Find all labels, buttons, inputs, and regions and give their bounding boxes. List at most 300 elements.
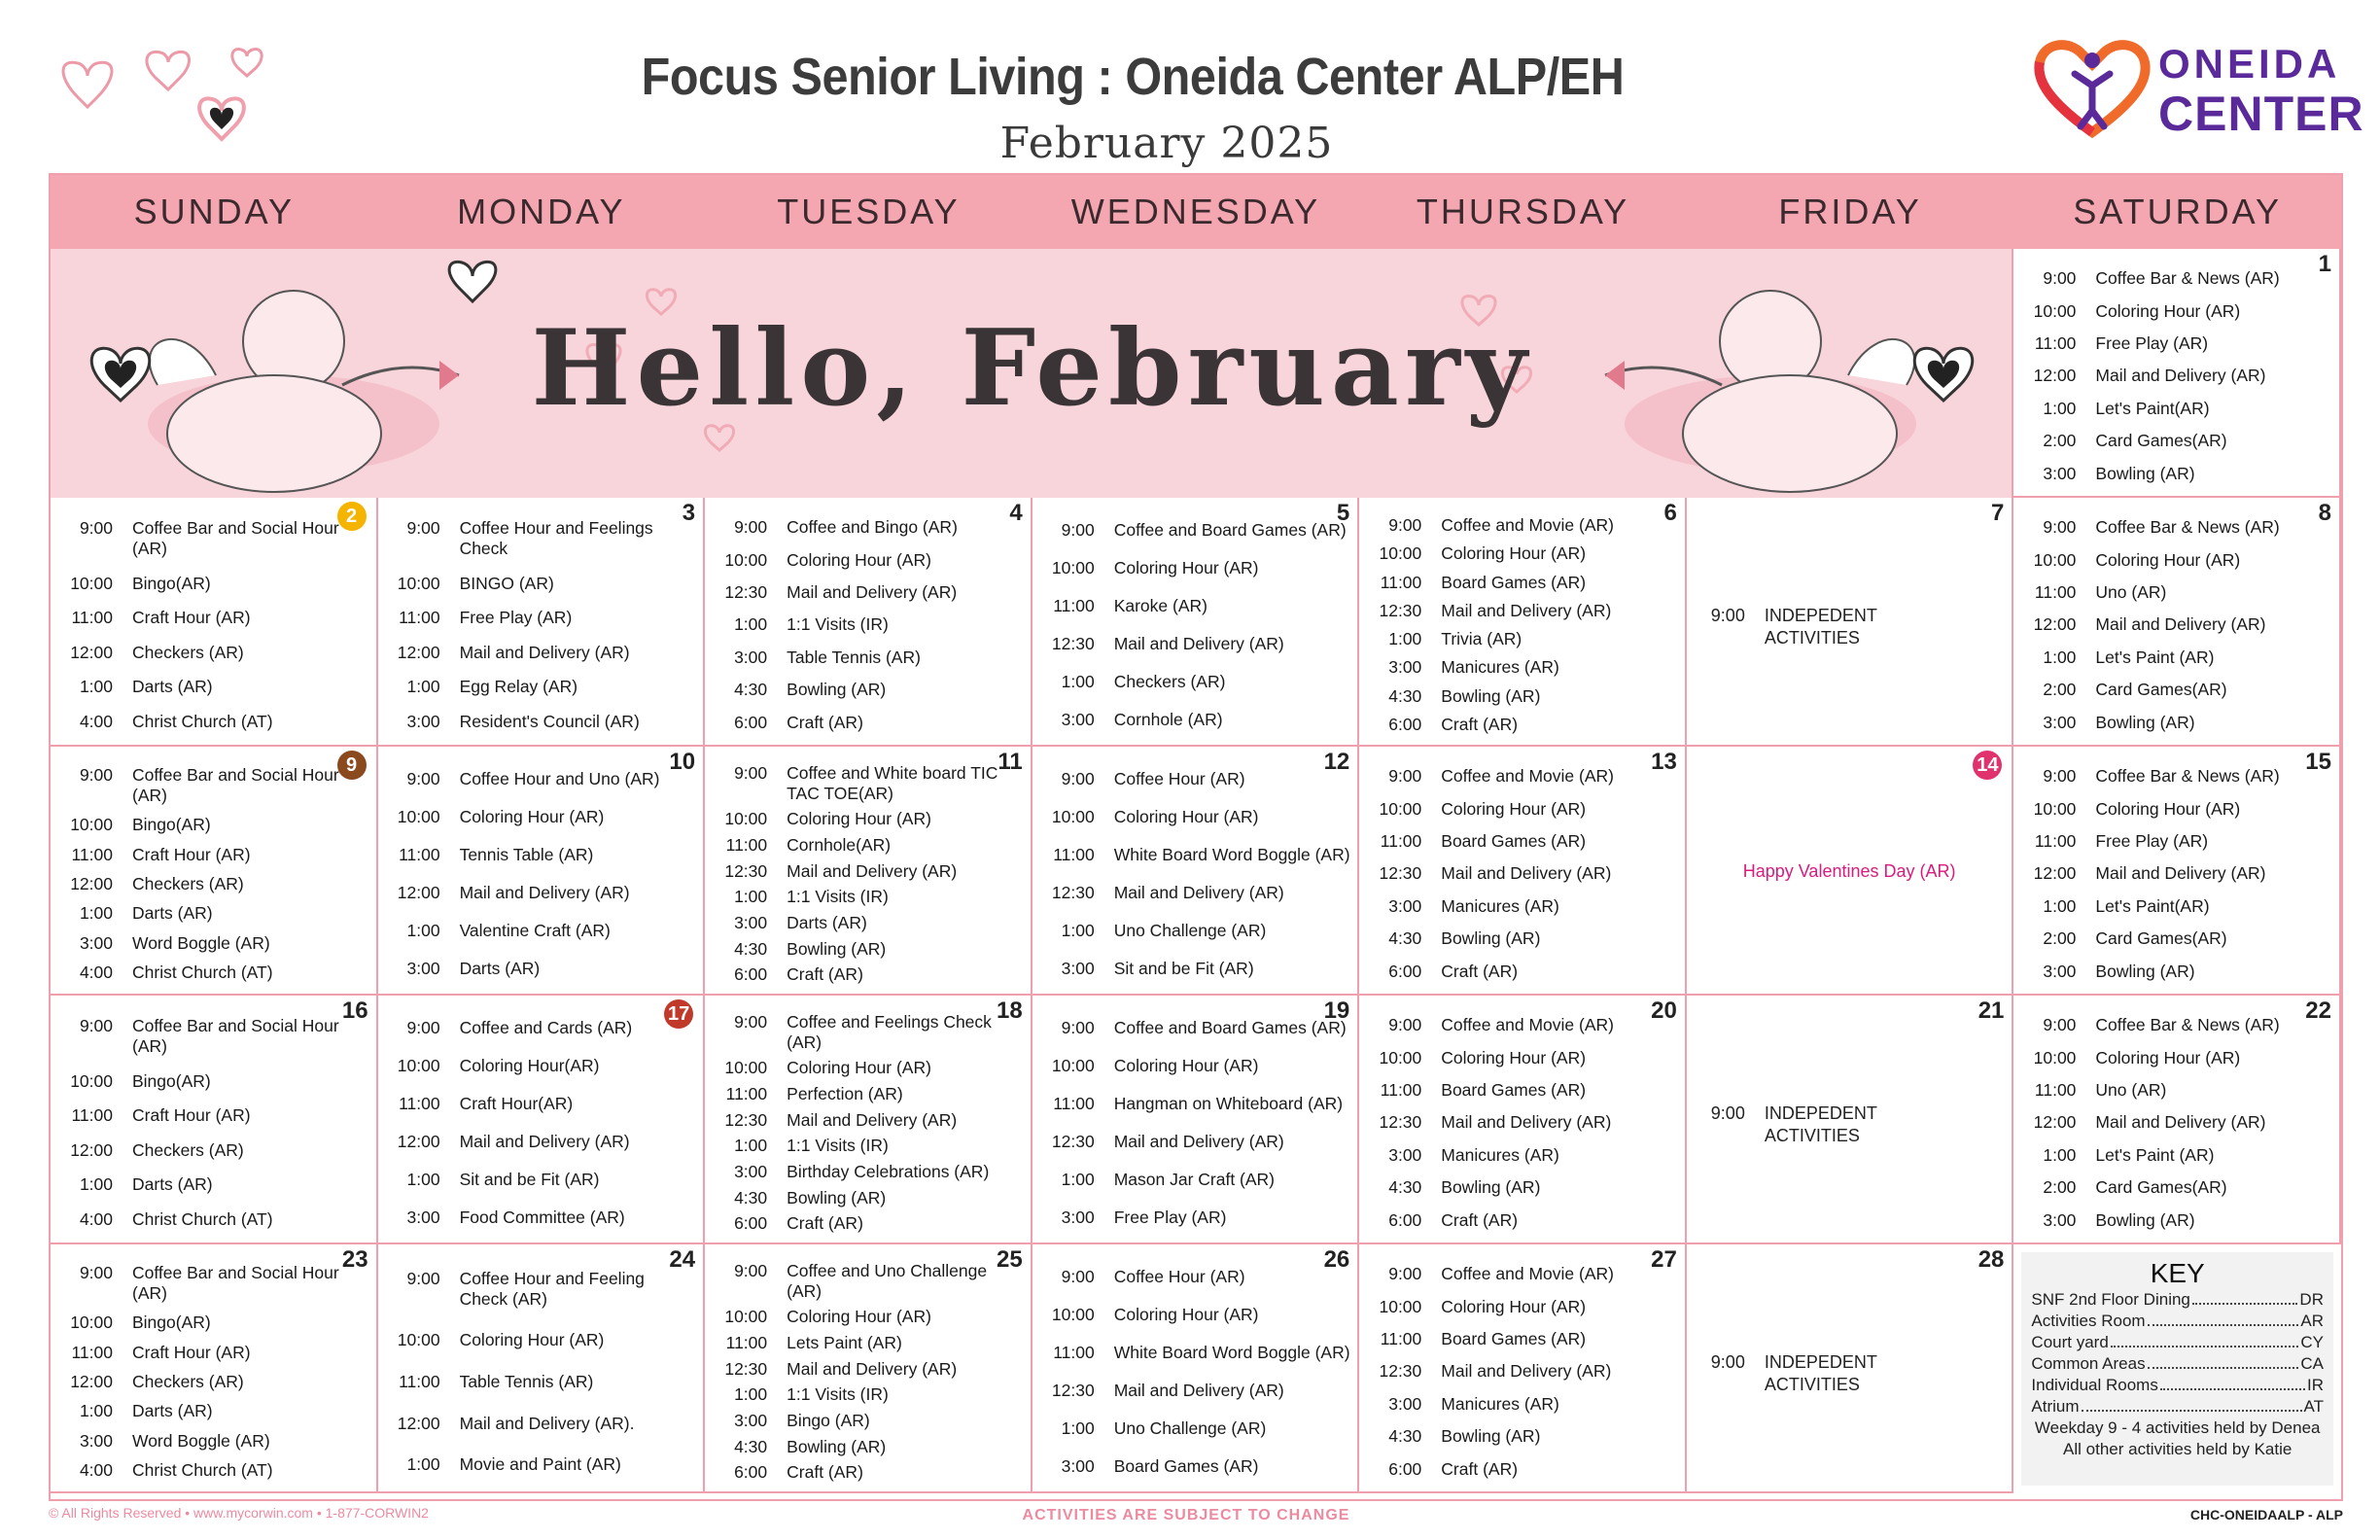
activity-time: 1:00	[734, 1384, 768, 1405]
activity-item	[713, 964, 1025, 985]
activity-time: 10:00	[70, 815, 113, 835]
activity-item	[58, 815, 370, 835]
activity-time: 10:00	[1051, 1305, 1095, 1324]
activity-item	[713, 1261, 1025, 1302]
activity-item	[58, 608, 370, 628]
activity-time: 12:00	[2033, 614, 2077, 635]
day-number: 26	[1323, 1246, 1350, 1273]
activity-time: 11:00	[725, 835, 768, 856]
activity-name: Craft Hour(AR)	[459, 1094, 574, 1113]
activity-name: Coloring Hour (AR)	[787, 809, 931, 829]
key-dots	[2111, 1332, 2299, 1348]
activity-name: Bowling (AR)	[1441, 685, 1541, 706]
activity-time: 3:00	[2043, 961, 2077, 981]
activity-item	[713, 1411, 1025, 1431]
key-code: AR	[2300, 1312, 2324, 1330]
activity-list	[1367, 1258, 1679, 1486]
activity-item	[58, 933, 370, 954]
activity-list	[713, 511, 1025, 739]
activity-item	[1367, 657, 1679, 678]
hearts-decoration-icon	[39, 39, 311, 165]
day-cell-8	[2013, 498, 2341, 747]
activity-item	[2021, 962, 2333, 982]
activity-time: 10:00	[724, 809, 768, 829]
activity-item	[1040, 1056, 1352, 1076]
activity-name: Coffee Bar & News (AR)	[2095, 766, 2280, 787]
activity-name: Coffee and Movie (AR)	[1441, 1015, 1614, 1035]
activity-time: 11:00	[2034, 582, 2077, 603]
activity-name: Sit and be Fit (AR)	[1113, 959, 1254, 978]
activity-item	[713, 1437, 1025, 1457]
activity-item	[2021, 399, 2333, 419]
activity-item	[2021, 301, 2333, 322]
key-item	[2021, 1396, 2333, 1418]
activity-item	[713, 1333, 1025, 1353]
key-panel	[2021, 1252, 2333, 1486]
activity-item	[386, 883, 698, 903]
activity-item	[386, 1454, 698, 1475]
activity-name: INDEPEDENT ACTIVITIES	[1764, 1352, 1877, 1394]
activity-item	[1040, 1381, 1352, 1401]
activity-name: Egg Relay (AR)	[459, 677, 578, 697]
activity-name: 1:1 Visits (IR)	[787, 614, 889, 635]
activity-name: Craft (AR)	[787, 1213, 863, 1234]
activity-item	[2021, 517, 2333, 538]
activity-time: 3:00	[1061, 710, 1095, 729]
activity-item	[713, 1012, 1025, 1053]
activity-name: Coffee and Cards (AR)	[459, 1018, 633, 1037]
activity-time: 2:00	[2043, 680, 2077, 700]
activity-item	[58, 1401, 370, 1421]
activity-time: 12:00	[2033, 1112, 2077, 1133]
independent-activities	[1697, 1102, 1881, 1147]
day-cell-24	[378, 1244, 706, 1493]
key-label: Court yard	[2031, 1333, 2109, 1351]
activity-time: 6:00	[734, 1213, 768, 1234]
activity-item	[386, 643, 698, 663]
activity-list	[2021, 1009, 2333, 1237]
activity-time: 9:00	[1710, 606, 1745, 625]
activity-time: 11:00	[2034, 333, 2077, 354]
activity-item	[386, 1208, 698, 1228]
activity-time: 12:00	[397, 1132, 440, 1151]
activity-time: 9:00	[79, 764, 113, 785]
activity-list	[1367, 1009, 1679, 1237]
activity-name: Board Games (AR)	[1441, 1329, 1587, 1349]
activity-item	[386, 677, 698, 697]
activity-time: 10:00	[397, 1056, 440, 1075]
day-number: 18	[997, 998, 1023, 1024]
activity-name: Cornhole (AR)	[1113, 710, 1223, 729]
activity-time: 4:30	[734, 938, 768, 959]
key-code: DR	[2299, 1290, 2324, 1309]
activity-name: Bowling (AR)	[2095, 961, 2195, 981]
logo-heart-icon	[2032, 35, 2152, 142]
location-key	[2013, 1244, 2341, 1493]
activity-time: 1:00	[79, 677, 113, 697]
activity-time: 1:00	[406, 677, 440, 697]
activity-time: 1:00	[2043, 1144, 2077, 1165]
activity-name: Mail and Delivery (AR)	[459, 883, 630, 902]
activity-time: 11:00	[399, 608, 440, 628]
activity-time: 1:00	[406, 1170, 440, 1189]
activity-item	[1367, 831, 1679, 852]
activity-name: Hangman on Whiteboard (AR)	[1113, 1094, 1344, 1113]
activity-item	[58, 1071, 370, 1092]
key-label: Common Areas	[2031, 1354, 2146, 1373]
activity-time: 12:00	[70, 873, 113, 893]
activity-item	[1040, 1418, 1352, 1439]
activity-name: Coffee and Bingo (AR)	[787, 517, 958, 538]
activity-name: Movie and Paint (AR)	[459, 1454, 621, 1475]
activity-item	[386, 518, 698, 559]
activity-item	[1040, 1170, 1352, 1190]
activity-item	[1367, 629, 1679, 649]
activity-time: 9:00	[79, 1262, 113, 1282]
key-dots	[2082, 1396, 2302, 1412]
activity-time: 11:00	[1380, 1329, 1422, 1349]
activity-item	[386, 712, 698, 732]
activity-name: Coffee Hour and Feelings Check	[459, 518, 653, 559]
activity-item	[713, 913, 1025, 933]
hello-february-banner	[51, 249, 2013, 498]
activity-list	[58, 1009, 370, 1237]
activity-time: 2:00	[2043, 928, 2077, 949]
activity-time: 11:00	[399, 1094, 440, 1113]
activity-list	[713, 760, 1025, 988]
activity-item	[713, 887, 1025, 907]
activity-item	[2021, 831, 2333, 852]
day-cell-26	[1032, 1244, 1360, 1493]
activity-name: Food Committee (AR)	[459, 1208, 625, 1227]
activity-name: Coffee Bar & News (AR)	[2095, 1015, 2280, 1035]
activity-name: Bowling (AR)	[1441, 928, 1541, 949]
activity-item	[386, 769, 698, 789]
day-number: 28	[1978, 1246, 2005, 1273]
activity-item	[386, 959, 698, 979]
activity-name: Coffee Bar and Social Hour (AR)	[132, 1016, 339, 1057]
activity-item	[58, 643, 370, 663]
activity-item	[1040, 921, 1352, 941]
day-number: 22	[2305, 998, 2331, 1024]
activity-time: 3:00	[2043, 1209, 2077, 1230]
activity-item	[2021, 268, 2333, 289]
activity-list	[386, 1009, 698, 1237]
key-dots	[2148, 1353, 2299, 1369]
activity-item	[1367, 1361, 1679, 1382]
weekday-monday: MONDAY	[457, 192, 626, 231]
day-number: 8	[2318, 500, 2331, 526]
activity-time: 9:00	[1710, 1352, 1745, 1372]
activity-name: Mail and Delivery (AR)	[1113, 1132, 1284, 1151]
activity-item	[1040, 1018, 1352, 1038]
activity-item	[713, 1307, 1025, 1327]
activity-item	[1367, 863, 1679, 884]
activity-item	[2021, 1015, 2333, 1035]
activity-name: Mail and Delivery (AR)	[787, 1109, 958, 1130]
activity-time: 10:00	[1051, 558, 1095, 578]
activity-name: Mail and Delivery (AR)	[459, 642, 630, 662]
activity-name: Bowling (AR)	[787, 1187, 887, 1208]
activity-item	[2021, 1112, 2333, 1133]
activity-name: Christ Church (AT)	[132, 1460, 273, 1481]
activity-name: Craft Hour (AR)	[132, 1342, 251, 1362]
activity-item	[2021, 464, 2333, 484]
day-cell-10	[378, 747, 706, 996]
day-cell-11	[705, 747, 1032, 996]
weekday-sunday: SUNDAY	[133, 192, 295, 231]
activity-item	[1040, 769, 1352, 789]
activity-time: 10:00	[70, 573, 113, 593]
calendar-code: CHC-ONEIDAALP - ALP	[2189, 1507, 2343, 1522]
activity-time: 9:00	[734, 517, 768, 538]
activity-item	[1367, 1112, 1679, 1133]
activity-name: Perfection (AR)	[787, 1084, 903, 1104]
activity-item	[1367, 1426, 1679, 1447]
day-cell-19	[1032, 996, 1360, 1244]
activity-name: Bowling (AR)	[1441, 1177, 1541, 1198]
activity-name: Craft (AR)	[1441, 714, 1519, 734]
activity-name: Let's Paint (AR)	[2095, 1144, 2215, 1165]
subject-to-change-notice: ACTIVITIES ARE SUBJECT TO CHANGE	[1022, 1507, 1350, 1523]
activity-name: Mail and Delivery (AR)	[787, 1358, 958, 1379]
activity-name: Bingo(AR)	[132, 573, 211, 593]
activity-item	[58, 677, 370, 697]
activity-time: 1:00	[1061, 672, 1095, 691]
day-cell-18	[705, 996, 1032, 1244]
activity-item	[386, 1372, 698, 1392]
activity-time: 6:00	[1388, 1458, 1422, 1479]
activity-time: 3:00	[1061, 1208, 1095, 1227]
activity-list	[1040, 1258, 1352, 1486]
activity-item	[1367, 515, 1679, 536]
activity-name: Coffee and Uno Challenge (AR)	[787, 1260, 988, 1301]
activity-name: Card Games(AR)	[2095, 1177, 2227, 1198]
activity-time: 4:30	[734, 1187, 768, 1208]
activity-item	[713, 582, 1025, 603]
activity-name: Coloring Hour (AR)	[1441, 1296, 1587, 1316]
activity-item	[2021, 614, 2333, 635]
activity-list	[386, 511, 698, 739]
day-cell-15	[2013, 747, 2341, 996]
activity-name: Manicures (AR)	[1441, 895, 1559, 916]
activity-time: 10:00	[1379, 798, 1422, 819]
activity-name: Word Boggle (AR)	[132, 932, 270, 953]
activity-name: INDEPEDENT ACTIVITIES	[1764, 1103, 1877, 1145]
activity-time: 10:00	[397, 1330, 440, 1350]
day-cell-6	[1359, 498, 1687, 747]
activity-item	[58, 1016, 370, 1057]
activity-name: 1:1 Visits (IR)	[787, 887, 889, 907]
activity-name: Bingo(AR)	[132, 815, 211, 835]
activity-item	[1040, 1343, 1352, 1363]
activity-time: 11:00	[1380, 831, 1422, 852]
activity-name: Coffee Hour and Uno (AR)	[459, 769, 660, 788]
activity-time: 1:00	[734, 614, 768, 635]
activity-item	[2021, 799, 2333, 820]
activity-time: 3:00	[1061, 959, 1095, 978]
activity-item	[1367, 766, 1679, 787]
activity-name: Coloring Hour (AR)	[1113, 558, 1259, 578]
day-cell-27	[1359, 1244, 1687, 1493]
activity-item	[1040, 959, 1352, 979]
activity-time: 9:00	[406, 1018, 440, 1037]
key-code: CA	[2300, 1354, 2324, 1373]
activity-name: Mail and Delivery (AR)	[1441, 1361, 1612, 1382]
activity-time: 12:30	[1051, 1381, 1095, 1400]
activity-name: Craft (AR)	[787, 964, 863, 985]
activity-name: Coffee and Board Games (AR)	[1113, 1018, 1347, 1037]
activity-name: Manicures (AR)	[1441, 1144, 1559, 1165]
activity-item	[1367, 686, 1679, 707]
activity-name: Uno (AR)	[2095, 582, 2167, 603]
activity-time: 3:00	[1388, 1393, 1422, 1414]
activity-name: Bowling (AR)	[787, 680, 887, 700]
activity-time: 4:00	[79, 1460, 113, 1481]
activity-time: 12:00	[2033, 863, 2077, 884]
activity-item	[2021, 431, 2333, 451]
activity-name: Card Games(AR)	[2095, 431, 2227, 451]
activity-list	[713, 1009, 1025, 1237]
activity-time: 10:00	[397, 573, 440, 593]
activity-name: Coloring Hour (AR)	[1113, 1056, 1259, 1075]
activity-name: Coffee and Movie (AR)	[1441, 766, 1614, 787]
activity-item	[58, 1174, 370, 1195]
activity-item	[2021, 333, 2333, 354]
activity-item	[386, 608, 698, 628]
activity-name: Free Play (AR)	[2095, 333, 2209, 354]
activity-time: 11:00	[1053, 1343, 1095, 1362]
activity-time: 6:00	[734, 712, 768, 732]
activity-name: Mail and Delivery (AR)	[2095, 863, 2266, 884]
key-item	[2021, 1289, 2333, 1311]
activity-time: 11:00	[725, 1333, 768, 1353]
activity-name: Coloring Hour (AR)	[2095, 798, 2241, 819]
activity-list	[1040, 760, 1352, 988]
activity-name: Darts (AR)	[132, 677, 213, 697]
activity-name: Coffee Bar and Social Hour (AR)	[132, 518, 339, 559]
independent-activities	[1697, 605, 1881, 649]
activity-item	[713, 680, 1025, 700]
day-cell-28	[1687, 1244, 2014, 1493]
activity-name: Mail and Delivery (AR)	[2095, 1112, 2266, 1133]
activity-time: 12:30	[724, 582, 768, 603]
activity-name: Let's Paint (AR)	[2095, 647, 2215, 667]
key-code: IR	[2306, 1376, 2324, 1394]
activity-name: Karoke (AR)	[1113, 596, 1208, 615]
activity-name: Mason Jar Craft (AR)	[1113, 1170, 1276, 1189]
activity-item	[386, 807, 698, 827]
activity-time: 4:30	[734, 1436, 768, 1456]
activity-item	[2021, 1210, 2333, 1231]
activity-name: Darts (AR)	[132, 1401, 213, 1421]
activity-item	[713, 1136, 1025, 1156]
activity-item	[2021, 1048, 2333, 1068]
day-number: 3	[682, 500, 696, 526]
activity-time: 4:00	[79, 1208, 113, 1229]
activity-item	[713, 1359, 1025, 1380]
activity-name: Birthday Celebrations (AR)	[787, 1161, 990, 1181]
activity-name: Coffee Bar & News (AR)	[2095, 268, 2280, 289]
activity-time: 11:00	[1053, 596, 1095, 615]
activity-item	[386, 1269, 698, 1310]
activity-time: 10:00	[1379, 1047, 1422, 1068]
day-number: 14	[1973, 751, 2002, 780]
activity-item	[713, 1213, 1025, 1234]
activity-name: Mail and Delivery (AR)	[1441, 600, 1612, 620]
activity-time: 11:00	[399, 1371, 440, 1391]
activity-name: Craft (AR)	[787, 1462, 863, 1483]
activity-time: 6:00	[1388, 1209, 1422, 1230]
day-cell-16	[51, 996, 378, 1244]
day-number: 13	[1651, 749, 1677, 775]
activity-item	[2021, 1080, 2333, 1101]
activity-name: Lets Paint (AR)	[787, 1333, 902, 1353]
activity-item	[713, 1188, 1025, 1208]
activity-list	[1367, 511, 1679, 739]
activity-time: 11:00	[2034, 831, 2077, 852]
activity-time: 4:30	[1388, 1177, 1422, 1198]
activity-name: Coffee and Movie (AR)	[1441, 1264, 1614, 1284]
activity-name: Let's Paint(AR)	[2095, 398, 2210, 418]
day-number: 9	[337, 751, 367, 780]
activity-name: Uno Challenge (AR)	[1113, 921, 1267, 940]
activity-item	[713, 1462, 1025, 1483]
day-number: 2	[337, 502, 367, 531]
activity-name: Mail and Delivery (AR)	[787, 860, 958, 881]
activity-item	[713, 1162, 1025, 1182]
activity-item	[1367, 1394, 1679, 1415]
activity-item	[2021, 766, 2333, 787]
activity-item	[2021, 648, 2333, 668]
activity-name: Coloring Hour (AR)	[787, 1058, 931, 1078]
activity-name: Craft (AR)	[1441, 961, 1519, 981]
activity-item	[2021, 582, 2333, 603]
activity-name: White Board Word Boggle (AR)	[1113, 1343, 1350, 1362]
activity-name: Bingo(AR)	[132, 1312, 211, 1333]
activity-time: 6:00	[734, 1462, 768, 1483]
activity-time: 1:00	[734, 887, 768, 907]
activity-name: Mail and Delivery (AR)	[459, 1132, 630, 1151]
day-number: 11	[998, 749, 1023, 775]
activity-time: 9:00	[1388, 515, 1422, 536]
day-number: 12	[1323, 749, 1350, 775]
activity-time: 9:00	[406, 518, 440, 539]
weekday-tuesday: TUESDAY	[777, 192, 961, 231]
activity-item	[1367, 1048, 1679, 1068]
activity-name: Mail and Delivery (AR)	[1441, 1112, 1612, 1133]
activity-time: 12:00	[70, 1371, 113, 1391]
day-cell-3	[378, 498, 706, 747]
activity-name: 1:1 Visits (IR)	[787, 1136, 889, 1156]
activity-time: 1:00	[1061, 921, 1095, 940]
activity-time: 11:00	[1380, 572, 1422, 592]
day-number: 4	[1009, 500, 1023, 526]
activity-list	[58, 1258, 370, 1486]
activity-item	[2021, 366, 2333, 386]
day-cell-17	[378, 996, 706, 1244]
activity-name: Coloring Hour (AR)	[1441, 543, 1587, 564]
activity-time: 2:00	[2043, 1177, 2077, 1198]
activity-item	[1367, 1210, 1679, 1231]
activity-name: Mail and Delivery (AR)	[1113, 883, 1284, 902]
activity-name: Craft (AR)	[1441, 1209, 1519, 1230]
activity-time: 3:00	[734, 1161, 768, 1181]
activity-name: Mail and Delivery (AR)	[2095, 366, 2266, 386]
activity-time: 9:00	[734, 1260, 768, 1280]
activity-item	[2021, 1145, 2333, 1166]
activity-item	[1367, 543, 1679, 564]
